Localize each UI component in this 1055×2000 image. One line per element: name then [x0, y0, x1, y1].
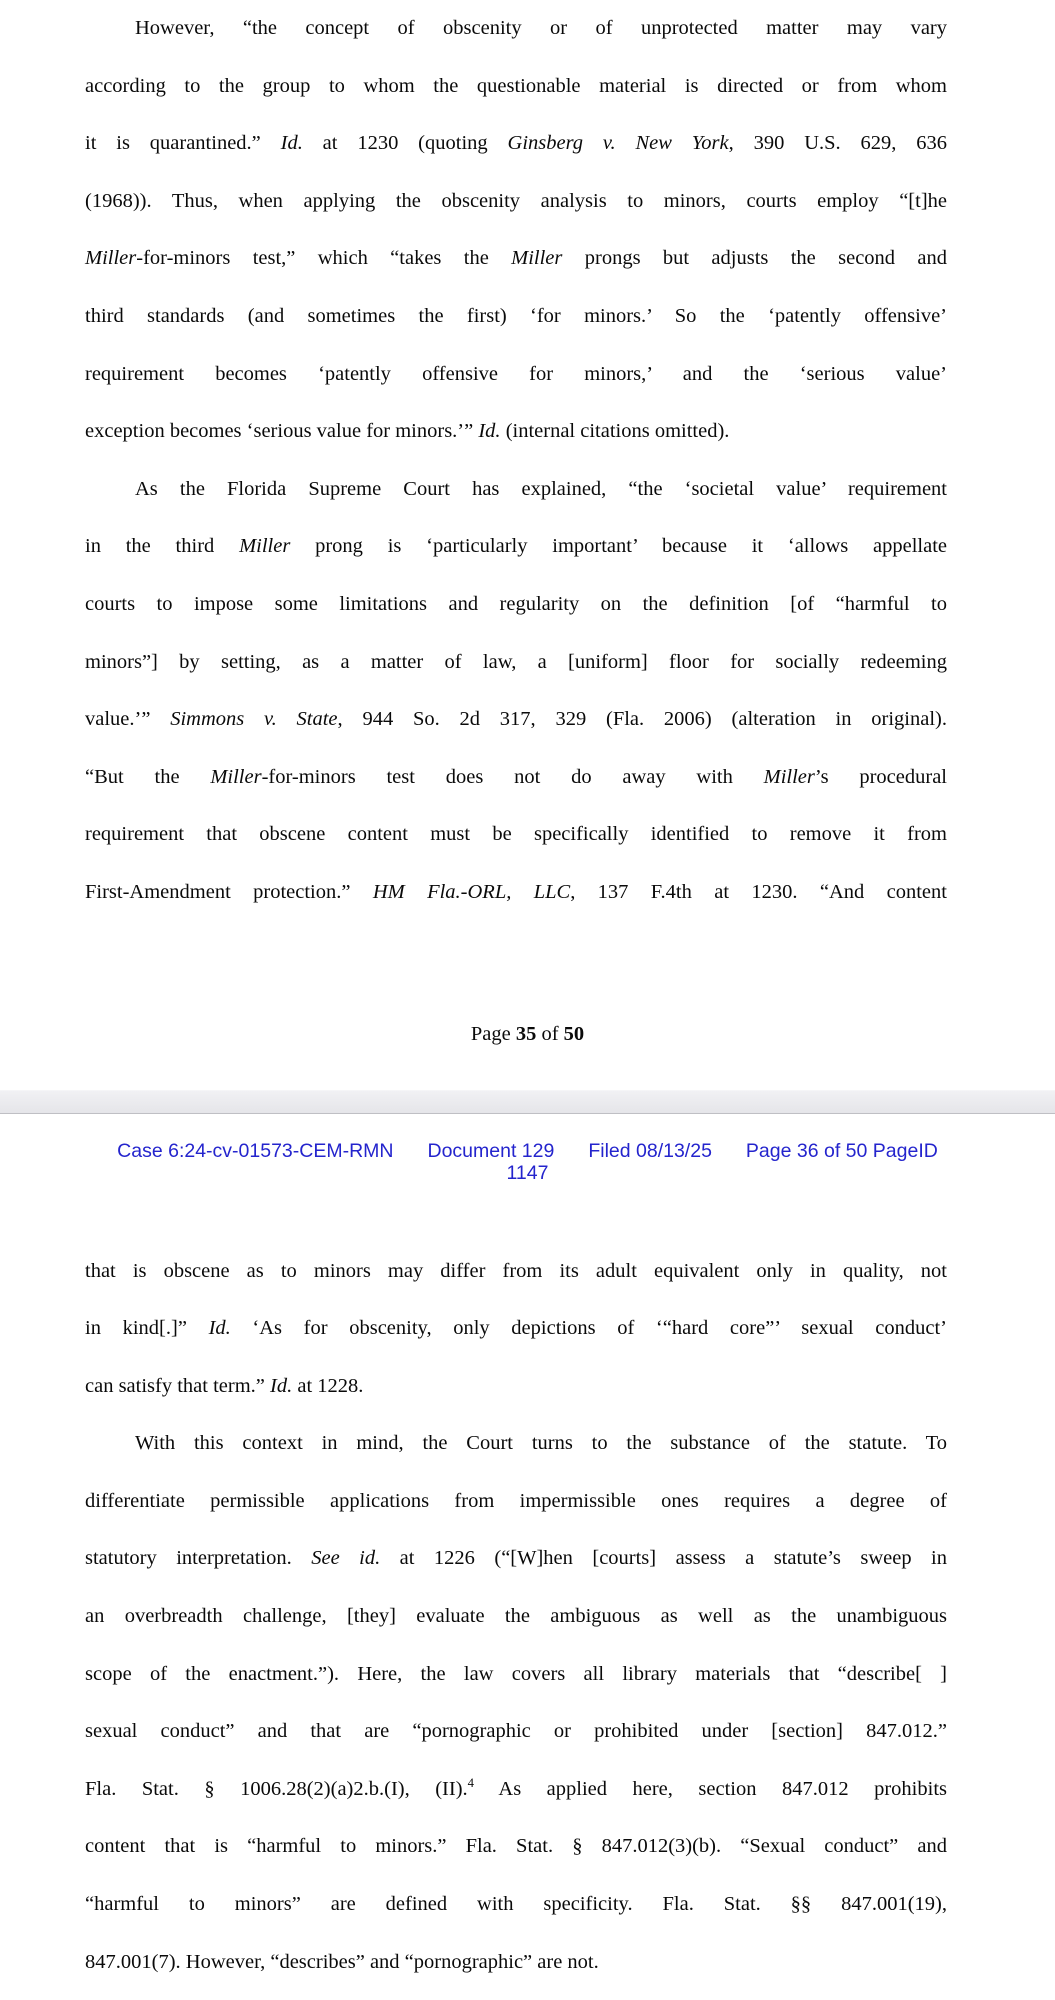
text-run: scope of the enactment.”). Here, the law covers all library materials that “describe[ ] — [85, 1662, 947, 1685]
text-run: sexual conduct” and that are “pornographic or prohibited under [section] 847.012.” — [85, 1720, 947, 1743]
text-run: First-Amendment protection.” — [85, 880, 373, 903]
text-run: Simmons v. State — [170, 708, 338, 731]
text-run: , 390 U.S. 629, 636 — [728, 132, 947, 155]
text-run: that is obscene as to minors may differ from its adult equivalent only in quality, not — [85, 1259, 947, 1282]
page-number-footer — [0, 1022, 1055, 1046]
text-run: statutory interpretation. — [85, 1547, 312, 1570]
text-line — [85, 864, 947, 922]
text-run: Id. — [208, 1317, 231, 1340]
text-run: “But the — [85, 765, 211, 788]
stamp-segment: Case 6:24-cv-01573-CEM-RMN — [117, 1139, 394, 1162]
case-stamp — [0, 1140, 1055, 1184]
text-run: can satisfy that term.” — [85, 1374, 271, 1397]
text-run: ‘As for obscenity, only depictions of ‘“hard core”’ sexual conduct’ — [230, 1317, 947, 1340]
text-run: at 1230 (quoting — [302, 132, 508, 155]
text-run: , 944 So. 2d 317, 329 (Fla. 2006) (alteration in original). — [337, 708, 947, 731]
text-line — [85, 806, 947, 864]
text-run: at 1226 (“[W]hen [courts] assess a statute’s sweep in — [380, 1547, 947, 1570]
text-line — [85, 1934, 947, 1992]
text-line — [85, 1243, 947, 1301]
text-run: requirement becomes ‘patently offensive for minors,’ and the ‘serious value’ — [85, 362, 947, 385]
text-line — [85, 1588, 947, 1646]
text-line — [85, 58, 947, 116]
stamp-segment: Page 36 of 50 PageID — [745, 1139, 938, 1162]
text-line — [85, 1818, 947, 1876]
text-run: prong is ‘particularly important’ because it ‘allows appellate — [290, 535, 947, 558]
text-run: differentiate permissible applications from impermissible ones requires a degree of — [85, 1489, 947, 1512]
text-run: With this context in mind, the Court turns to the substance of the statute. To — [135, 1432, 947, 1455]
text-run: it is quarantined.” — [85, 132, 281, 155]
case-stamp-line1 — [0, 1140, 1055, 1162]
text-run: in the third — [85, 535, 240, 558]
text-run: exception becomes ‘serious value for minors.’” — [85, 420, 479, 443]
text-line — [85, 461, 947, 519]
text-run: “harmful to minors” are defined with specificity. Fla. Stat. §§ 847.001(19), — [85, 1893, 947, 1916]
text-line — [85, 0, 947, 58]
text-line — [85, 173, 947, 231]
text-line — [85, 518, 947, 576]
stamp-segment: Document 129 — [427, 1139, 555, 1162]
text-run: Id. — [280, 132, 303, 155]
text-run: Id. — [270, 1374, 293, 1397]
text-run: Ginsberg v. New York — [507, 132, 729, 155]
text-run: -for-minors test,” which “takes the — [136, 247, 512, 270]
text-line — [85, 1415, 947, 1473]
text-run: minors”] by setting, as a matter of law, a [uniform] floor for socially redeeming — [85, 650, 947, 673]
text-run: (1968)). Thus, when applying the obscenity analysis to minors, courts employ “[t]he — [85, 189, 947, 212]
text-line — [85, 1530, 947, 1588]
page-36-body — [0, 1243, 1055, 1992]
text-run: Page — [470, 1022, 516, 1045]
text-line — [85, 576, 947, 634]
text-line — [85, 1300, 947, 1358]
text-run: ’s procedural — [814, 765, 947, 788]
text-line — [85, 1703, 947, 1761]
text-run: requirement that obscene content must be specifically identified to remove it from — [85, 823, 947, 846]
text-line — [85, 403, 947, 461]
text-run: Miller — [763, 765, 815, 788]
text-line — [85, 634, 947, 692]
text-run: prongs but adjusts the second and — [562, 247, 947, 270]
text-run: of — [536, 1022, 564, 1045]
text-line — [85, 115, 947, 173]
text-line — [85, 691, 947, 749]
text-run: Id. — [478, 420, 501, 443]
text-line — [85, 346, 947, 404]
text-run: third standards (and sometimes the first) ‘for minors.’ So the ‘patently offensive’ — [85, 304, 947, 327]
stamp-segment: Filed 08/13/25 — [588, 1139, 712, 1162]
text-run: Miller — [511, 247, 563, 270]
text-run: 35 — [515, 1022, 537, 1045]
text-line — [85, 1761, 947, 1819]
text-run: 4 — [467, 1776, 475, 1791]
page-divider — [0, 1090, 1055, 1114]
text-run: However, “the concept of obscenity or of unprotected matter may vary — [135, 17, 947, 39]
text-line — [85, 230, 947, 288]
text-run: , 137 F.4th at 1230. “And content — [570, 880, 947, 903]
text-line — [85, 749, 947, 807]
text-run: according to the group to whom the questionable material is directed or from whom — [85, 74, 947, 97]
text-run: Miller — [85, 247, 137, 270]
text-run: in kind[.]” — [85, 1317, 209, 1340]
text-run: content that is “harmful to minors.” Fla. Stat. § 847.012(3)(b). “Sexual conduct” and — [85, 1835, 947, 1858]
text-run: As the Florida Supreme Court has explained, “the ‘societal value’ requirement — [135, 477, 947, 500]
text-run: Miller — [239, 535, 291, 558]
text-run: Miller — [210, 765, 262, 788]
text-run: value.’” — [85, 708, 171, 731]
text-run: See id. — [311, 1547, 381, 1570]
text-run: at 1228. — [292, 1374, 364, 1397]
text-line — [85, 288, 947, 346]
text-run: As applied here, section 847.012 prohibits — [474, 1777, 947, 1800]
text-run: Fla. Stat. § 1006.28(2)(a)2.b.(I), (II). — [85, 1777, 468, 1800]
text-run: courts to impose some limitations and regularity on the definition [of “harmful to — [85, 592, 947, 615]
text-run: 50 — [563, 1022, 585, 1045]
page-35-body — [0, 0, 1055, 922]
text-line — [85, 1876, 947, 1934]
case-stamp-pageid: 1147 — [506, 1161, 549, 1184]
text-run: -for-minors test does not do away with — [261, 765, 764, 788]
text-line — [85, 1473, 947, 1531]
text-run: (internal citations omitted). — [500, 420, 730, 443]
text-run: HM Fla.-ORL, LLC — [372, 880, 571, 903]
pdf-page-36 — [0, 1140, 1055, 1992]
text-run: 847.001(7). However, “describes” and “pornographic” are not. — [85, 1950, 599, 1973]
text-line — [85, 1646, 947, 1704]
text-run: an overbreadth challenge, [they] evaluate the ambiguous as well as the unambiguous — [85, 1605, 947, 1628]
text-line — [85, 1358, 947, 1416]
